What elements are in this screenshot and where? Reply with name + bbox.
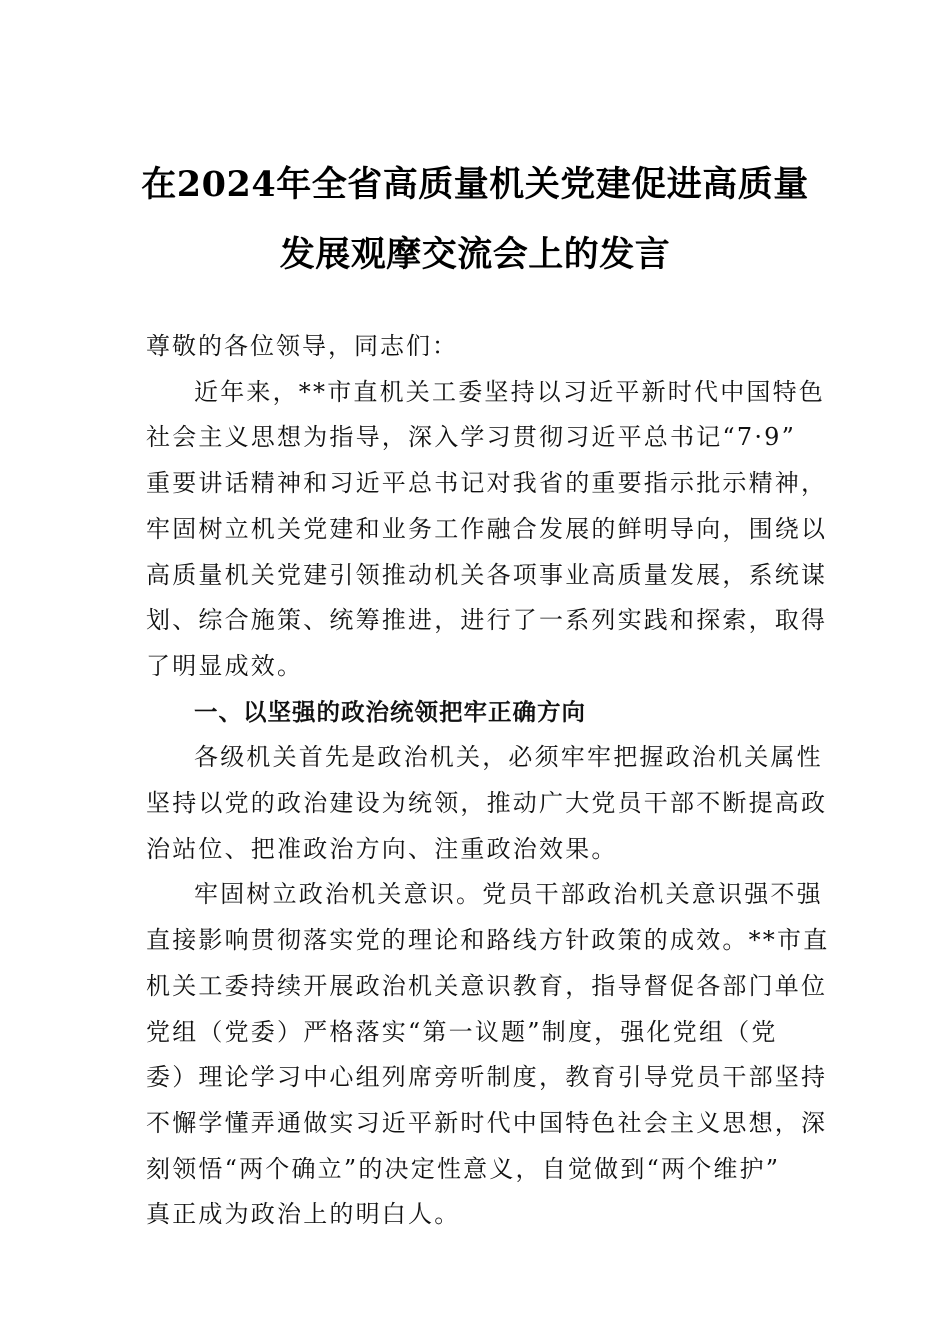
- paragraph-line: 治站位、把准政治方向、注重政治效果。: [146, 834, 618, 863]
- paragraph-line: 委）理论学习中心组列席旁听制度，教育引导党员干部坚持: [146, 1063, 828, 1092]
- intro-paragraph: [146, 370, 828, 690]
- paragraph-line: 机关工委持续开展政治机关意识教育，指导督促各部门单位: [146, 971, 828, 1000]
- paragraph-line: 不懈学懂弄通做实习近平新时代中国特色社会主义思想，深: [146, 1108, 828, 1137]
- title-line-1: 在2024年全省高质量机关党建促进高质量: [141, 164, 809, 205]
- intro-line: 牢固树立机关党建和业务工作融合发展的鲜明导向，围绕以: [146, 514, 828, 543]
- paragraph-line: 真正成为政治上的明白人。: [146, 1200, 461, 1229]
- document-body: [146, 324, 830, 1238]
- intro-line: 划、综合施策、统筹推进，进行了一系列实践和探索，取得: [146, 606, 828, 635]
- document-title: [120, 150, 830, 290]
- paragraph-line: 坚持以党的政治建设为统领，推动广大党员干部不断提高政: [146, 789, 828, 818]
- intro-line: 高质量机关党建引领推动机关各项事业高质量发展，系统谋: [146, 560, 828, 589]
- intro-line: 了明显成效。: [146, 651, 304, 680]
- title-line-2: 发展观摩交流会上的发言: [279, 234, 671, 275]
- paragraph-line: 各级机关首先是政治机关，必须牢牢把握政治机关属性: [194, 743, 823, 772]
- intro-line: 社会主义思想为指导，深入学习贯彻习近平总书记“7·9”: [146, 423, 797, 452]
- paragraph-line: 刻领悟“两个确立”的决定性意义，自觉做到“两个维护”: [146, 1154, 781, 1183]
- intro-line: 近年来，**市直机关工委坚持以习近平新时代中国特色: [194, 377, 825, 406]
- paragraph-line: 牢固树立政治机关意识。党员干部政治机关意识强不强: [194, 880, 823, 909]
- intro-line: 重要讲话精神和习近平总书记对我省的重要指示批示精神，: [146, 469, 828, 498]
- paragraph-line: 直接影响贯彻落实党的理论和路线方针政策的成效。**市直: [146, 926, 830, 955]
- paragraph-line: 党组（党委）严格落实“第一议题”制度，强化党组（党: [146, 1017, 778, 1046]
- section-1-paragraph-1: [146, 735, 828, 872]
- salutation: 尊敬的各位领导，同志们：: [146, 332, 458, 360]
- section-1-paragraph-2: [146, 872, 830, 1238]
- section-1-heading: 一、以坚强的政治统领把牢正确方向: [194, 697, 586, 726]
